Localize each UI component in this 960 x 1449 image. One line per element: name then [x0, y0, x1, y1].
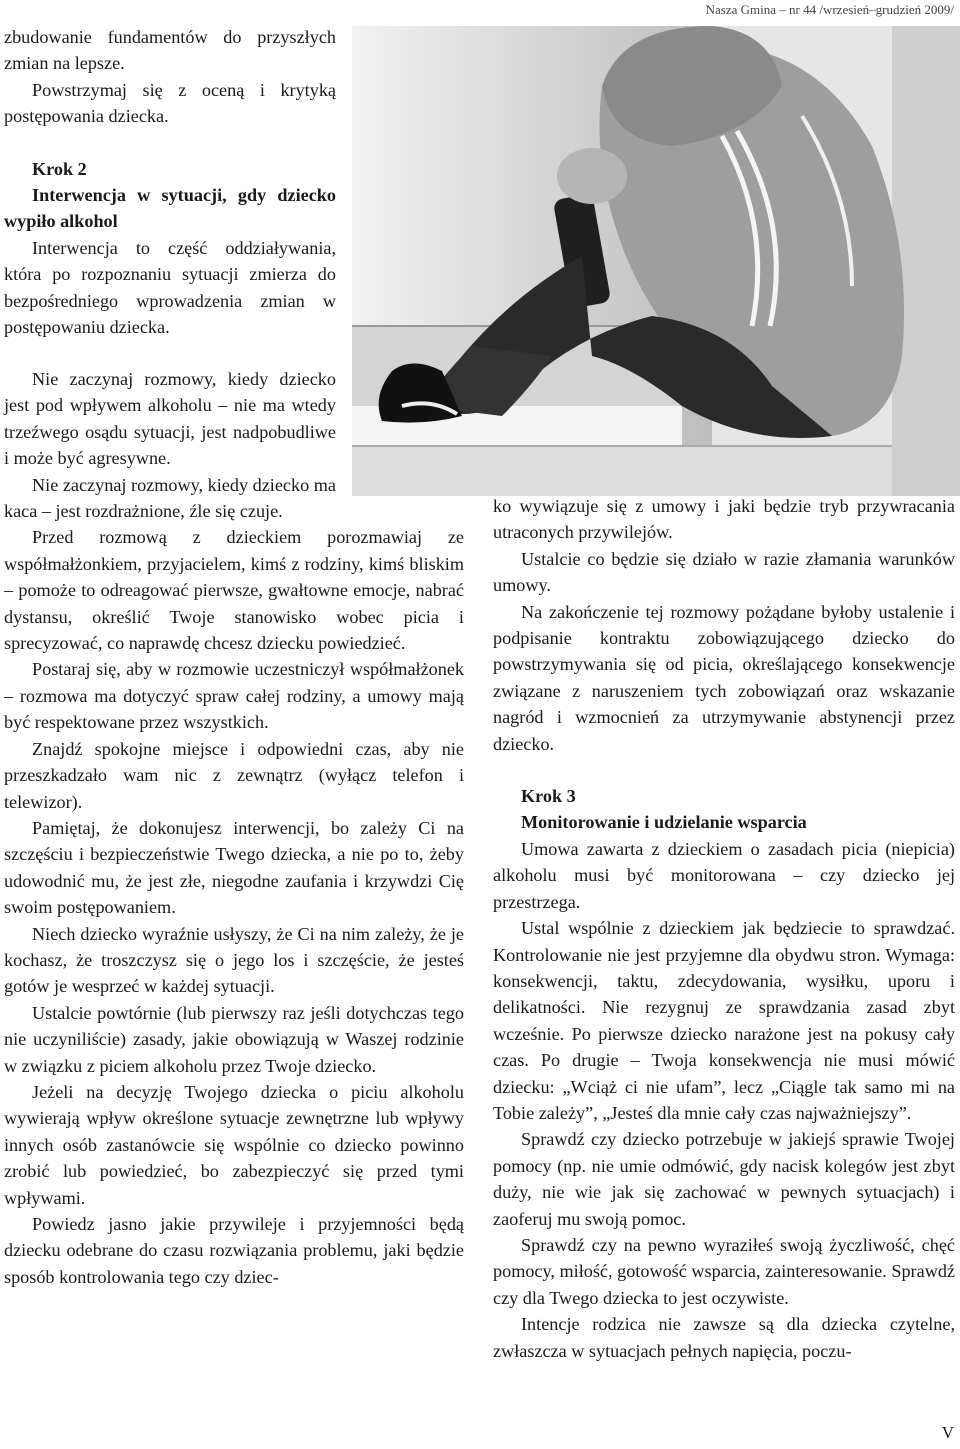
paragraph: Ustalcie powtórnie (lub pierwszy raz jeśli dotychczas tego nie uczyniliście) zasady, jakie obowiązują w Waszej rodzinie w związku z piciem alkoholu przez Twoje dziecko. — [4, 1002, 464, 1076]
paragraph: Nie zaczynaj rozmowy, kiedy dziecko jest pod wpływem alkoholu – nie ma wtedy trzeźwego osądu sytuacji, jest nadpobudliwe i może być agresywne. — [4, 369, 336, 469]
paragraph: Ustalcie co będzie się działo w razie złamania warunków umowy. — [493, 548, 955, 596]
paragraph: Pamiętaj, że dokonujesz interwencji, bo zależy Ci na szczęściu i bezpieczeństwie Twego dziecka, a nie po to, żeby udowodnić mu, że jest złe, niegodne zaufania i krzywdzi Cię swoim postępowaniem. — [4, 817, 464, 918]
page-number: V — [941, 1423, 954, 1442]
paragraph: Sprawdź czy dziecko potrzebuje w jakiejś sprawie Twojej pomocy (np. nie umie odmówić, gdy nacisk kolegów jest zbyt duży, nie wie jak się zachować w pewnych sytuacjach) i zaoferuj mu swoją pomoc. — [493, 1129, 955, 1229]
paragraph: Ustal wspólnie z dzieckiem jak będziecie to sprawdzać. Kontrolowanie nie jest przyjemne dla obydwu stron. Wymaga: konsekwencji, taktu, zdecydowania, wysiłku, uporu i delikatności. Nie rezygnuj ze sprawdzania zasad zbyt wcześnie. Po pierwsze dziecko narażone jest na pokusy cały czas. Po drugie – Twoja konsekwencja nie musi mówić dziecku: „Wciąż ci nie ufam”, lecz „Ciągle tak samo mi na Tobie zależy”, „Jesteś dla mnie cały czas najważniejszy”. — [493, 918, 955, 1123]
step-title: Monitorowanie i udzielanie wsparcia — [521, 812, 807, 833]
page-header: Nasza Gmina – nr 44 /wrzesień–grudzień 2009/ — [705, 2, 954, 17]
paragraph: zbudowanie fundamentów do przyszłych zmian na lepsze. — [4, 27, 336, 74]
step-label: Krok 2 — [32, 158, 87, 179]
paragraph: Sprawdź czy na pewno wyraziłeś swoją życzliwość, chęć pomocy, miłość, gotowość wsparcia, zainteresowanie. Sprawdź czy dla Twego dziecka to jest oczywiste. — [493, 1234, 955, 1308]
paragraph: Postaraj się, aby w rozmowie uczestniczył współmałżonek – rozmowa ma dotyczyć spraw całej rodziny, a umowy mają być respektowane przez wszystkich. — [4, 659, 464, 733]
paragraph: Nie zaczynaj rozmowy, kiedy dziecko ma kaca – jest rozdrażnione, źle się czuje. — [4, 474, 336, 522]
paragraph: Powiedz jasno jakie przywileje i przyjemności będą dziecku odebrane do czasu rozwiązania problemu, jaki będzie sposób kontrolowania tego czy dziec- — [4, 1214, 464, 1287]
paragraph: Umowa zawarta z dzieckiem o zasadach picia (niepicia) alkoholu musi być monitorowana – czy dziecko jej przestrzega. — [493, 838, 955, 912]
paragraph: Interwencja to część oddziaływania, która po rozpoznaniu sytuacji zmierza do bezpośredniego wprowadzenia zmian w postępowaniu dziecka. — [4, 237, 336, 338]
left-column-main — [4, 366, 464, 1290]
paragraph: Znajdź spokojne miejsce i odpowiedni czas, aby nie przeszkadzało wam nic z zewnątrz (wyłącz telefon i telewizor). — [4, 738, 464, 812]
paragraph: Powstrzymaj się z oceną i krytyką postępowania dziecka. — [4, 79, 336, 127]
paragraph: Na zakończenie tej rozmowy pożądane byłoby ustalenie i podpisanie kontraktu zobowiązującego dziecko do powstrzymywania się od picia, określającego konsekwencje związane z naruszeniem tych zobowiązań oraz wskazanie nagród i wzmocnień za utrzymywanie abstynencji przez dziecko. — [493, 601, 955, 754]
paragraph: Przed rozmową z dzieckiem porozmawiaj ze współmałżonkiem, przyjacielem, kimś z rodziny, kimś bliskim – pomoże to odreagować pierwsze, gwałtowne emocje, nabrać dystansu, określić Twoje stanowisko wobec picia i sprecyzować, co naprawdę chcesz dziecku powiedzieć. — [4, 527, 464, 654]
left-column-top — [4, 24, 336, 340]
paragraph: ko wywiązuje się z umowy i jaki będzie tryb przywracania utraconych przywilejów. — [493, 496, 955, 543]
paragraph: Niech dziecko wyraźnie usłyszy, że Ci na nim zależy, że je kochasz, że troszczysz się o jego los i szczęście, że jesteś gotów je wesprzeć w każdej sytuacji. — [4, 923, 464, 997]
paragraph: Intencje rodzica nie zawsze są dla dziecka czytelne, zwłaszcza w sytuacjach pełnych napięcia, poczu- — [493, 1314, 955, 1361]
step-label: Krok 3 — [521, 786, 576, 807]
step-title: Interwencja w sytuacji, gdy dziecko wypiło alkohol — [4, 185, 336, 232]
right-column — [493, 493, 955, 1364]
paragraph: Jeżeli na decyzję Twojego dziecka o piciu alkoholu wywierają wpływ określone sytuacje zewnętrzne lub wpływy innych osób zastanówcie się wspólnie co dziecko powinno zrobić lub powiedzieć, bo zabezpieczyć się przed tymi wpływami. — [4, 1081, 464, 1208]
